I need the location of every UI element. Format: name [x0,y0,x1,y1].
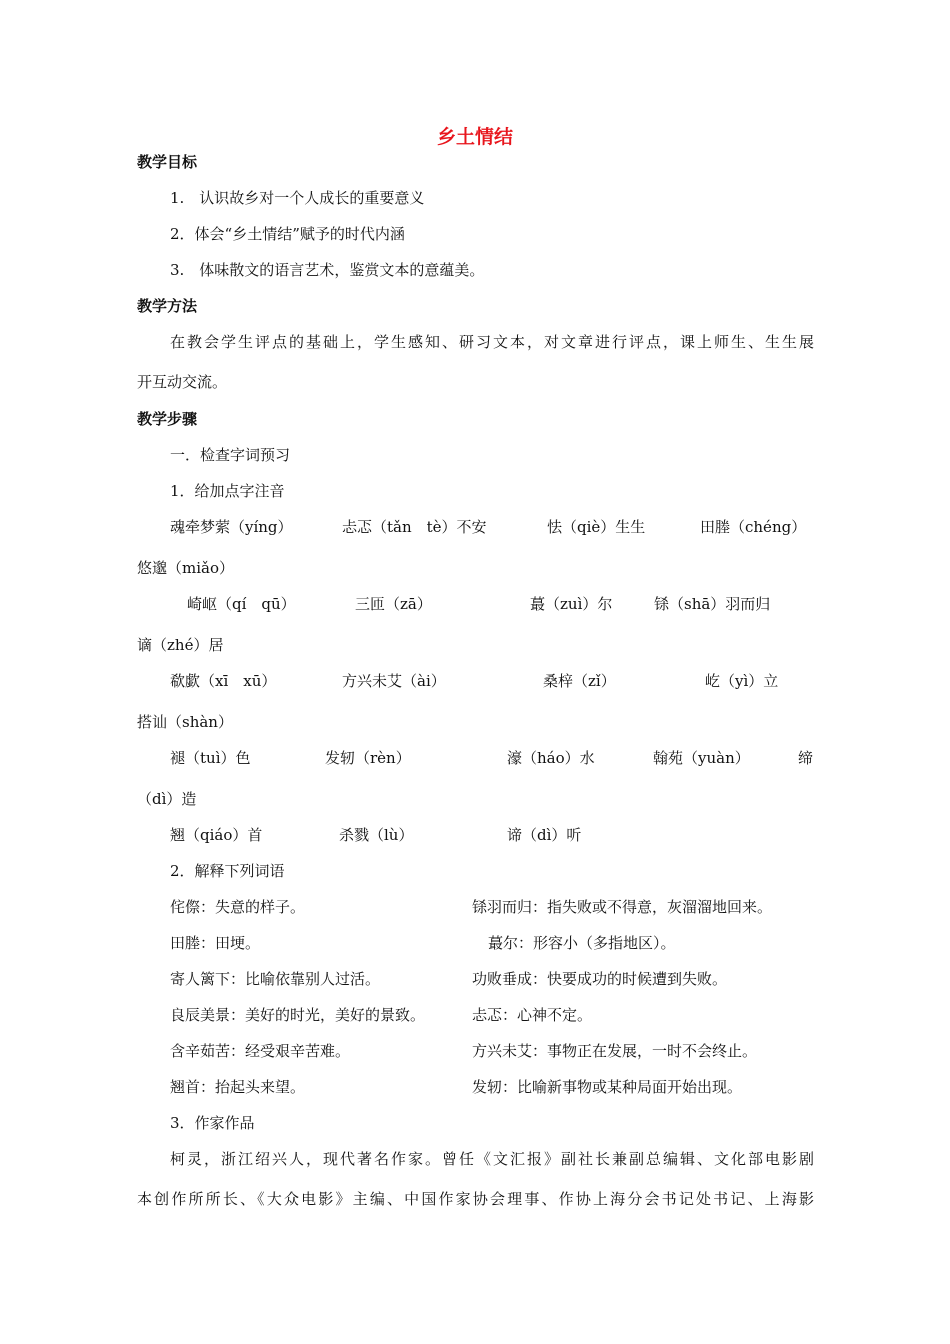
pinyin-item: 屹（yì）立 [705,672,779,690]
objective-item: 2．体会“乡土情结”赋予的时代内涵 [170,225,405,243]
pinyin-item: 翘（qiáo）首 [170,826,263,844]
pinyin-item: 褪（tuì）色 [170,749,251,767]
step-part-heading: 一．检查字词预习 [170,446,291,464]
step-sub-heading: 2．解释下列词语 [170,862,285,880]
definition-item: 蕞尔：形容小（多指地区）。 [488,934,676,952]
definition-item: 发轫：比喻新事物或某种局面开始出现。 [472,1078,743,1096]
pinyin-item: 杀戮（lù） [339,826,414,844]
pinyin-item: 方兴未艾（ài） [342,672,446,690]
pinyin-item: 蕞（zuì）尔 [530,595,613,613]
pinyin-item: 铩（shā）羽而归 [654,595,771,613]
author-paragraph-line: 本创作所所长、《大众电影》主编、中国作家协会理事、作协上海分会书记处书记、上海影 [137,1190,814,1208]
step-sub-heading: 1．给加点字注音 [170,482,285,500]
pinyin-item: 崎岖（qí qū） [187,595,296,613]
definition-item: 翘首：抬起头来望。 [170,1078,306,1096]
objective-item: 3. 体味散文的语言艺术，鉴赏文本的意蕴美。 [170,261,485,279]
objectives-heading: 教学目标 [137,153,198,171]
methods-paragraph-line: 开互动交流。 [137,373,228,391]
pinyin-item: 田塍（chéng） [700,518,807,536]
pinyin-item: 桑梓（zǐ） [543,672,616,690]
pinyin-item: 翰苑（yuàn） [653,749,750,767]
definition-item: 侘傺：失意的样子。 [170,898,306,916]
author-paragraph-line: 柯灵，浙江绍兴人，现代著名作家。曾任《文汇报》副社长兼副总编辑、文化部电影剧 [170,1150,814,1168]
pinyin-item: 濠（háo）水 [507,749,595,767]
definition-item: 寄人篱下：比喻依靠别人过活。 [170,970,381,988]
definition-item: 铩羽而归：指失败或不得意，灰溜溜地回来。 [472,898,773,916]
pinyin-item: 忐忑（tǎn tè）不安 [342,518,487,536]
pinyin-item: 魂牵梦萦（yíng） [170,518,293,536]
pinyin-item: 悠邈（miǎo） [137,559,234,577]
pinyin-item: （dì）造 [137,790,197,808]
objective-item: 1. 认识故乡对一个人成长的重要意义 [170,189,425,207]
pinyin-item: 怯（qiè）生生 [547,518,646,536]
definition-item: 田塍：田埂。 [170,934,261,952]
pinyin-item: 搭讪（shàn） [137,713,233,731]
pinyin-item: 欷歔（xī xū） [170,672,277,690]
definition-item: 功败垂成：快要成功的时候遭到失败。 [472,970,728,988]
steps-heading: 教学步骤 [137,410,198,428]
pinyin-item: 三匝（zā） [355,595,432,613]
pinyin-item: 谛（dì）听 [507,826,582,844]
definition-item: 忐忑：心神不定。 [472,1006,593,1024]
pinyin-item: 谪（zhé）居 [137,636,224,654]
page-title: 乡土情结 [436,126,513,148]
step-sub-heading: 3．作家作品 [170,1114,255,1132]
pinyin-item: 缔 [798,749,814,767]
methods-heading: 教学方法 [137,297,198,315]
definition-item: 方兴未艾：事物正在发展，一时不会终止。 [472,1042,758,1060]
definition-item: 含辛茹苦：经受艰辛苦难。 [170,1042,351,1060]
pinyin-item: 发轫（rèn） [325,749,411,767]
methods-paragraph-line: 在教会学生评点的基础上，学生感知、研习文本，对文章进行评点，课上师生、生生展 [170,333,814,351]
definition-item: 良辰美景：美好的时光，美好的景致。 [170,1006,426,1024]
